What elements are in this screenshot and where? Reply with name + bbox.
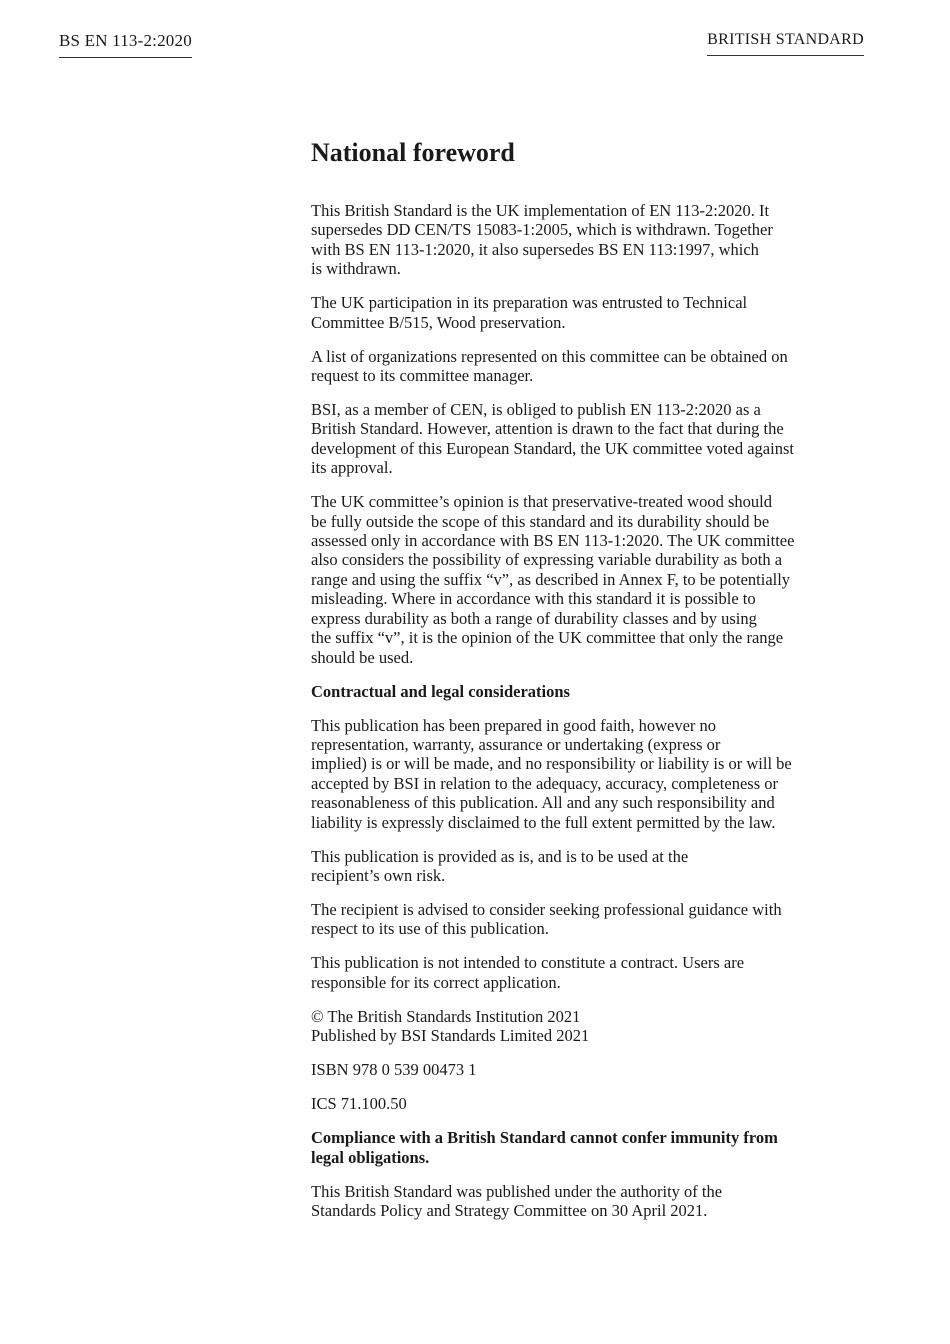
- text-line: BSI, as a member of CEN, is obliged to publish EN 113-2:2020 as a: [311, 400, 761, 420]
- legal-considerations-heading: Contractual and legal considerations: [311, 681, 570, 701]
- text-line: range and using the suffix “v”, as described in Annex F, to be potentially: [311, 569, 791, 589]
- text-line: assessed only in accordance with BS EN 113-1:2020. The UK committee: [311, 531, 795, 551]
- text-line: be fully outside the scope of this standard and its durability should be: [311, 511, 770, 531]
- text-line: request to its committee manager.: [311, 366, 534, 386]
- not-a-contract-paragraph: [311, 953, 866, 992]
- text-line: Compliance with a British Standard cannot confer immunity from: [311, 1128, 778, 1148]
- text-line: responsible for its correct application.: [311, 972, 561, 992]
- text-line: should be used.: [311, 647, 414, 667]
- text-line: is withdrawn.: [311, 259, 401, 279]
- text-line: © The British Standards Institution 2021: [311, 1006, 581, 1026]
- text-line: respect to its use of this publication.: [311, 919, 549, 939]
- text-line: implied) is or will be made, and no responsibility or liability is or will be: [311, 754, 792, 774]
- provided-as-is-paragraph: [311, 847, 866, 886]
- cen-obligation-paragraph: [311, 400, 866, 478]
- text-line: misleading. Where in accordance with this standard it is possible to: [311, 589, 756, 609]
- text-line: The recipient is advised to consider seeking professional guidance with: [311, 899, 782, 919]
- text-line: also considers the possibility of expressing variable durability as both a: [311, 550, 783, 570]
- page-title: National foreword: [311, 138, 515, 167]
- committee-opinion-paragraph: [311, 492, 866, 667]
- text-line: A list of organizations represented on this committee can be obtained on: [311, 346, 788, 366]
- text-line: This publication is not intended to constitute a contract. Users are: [311, 953, 745, 973]
- organizations-paragraph: [311, 347, 866, 386]
- text-line: supersedes DD CEN/TS 15083-1:2005, which is withdrawn. Together: [311, 220, 773, 240]
- text-line: representation, warranty, assurance or undertaking (express or: [311, 734, 721, 754]
- text-line: the suffix “v”, it is the opinion of the UK committee that only the range: [311, 628, 784, 648]
- ics-code: ICS 71.100.50: [311, 1094, 407, 1114]
- isbn-number: ISBN 978 0 539 00473 1: [311, 1060, 477, 1080]
- implementation-paragraph: [311, 201, 866, 279]
- text-line: reasonableness of this publication. All and any such responsibility and: [311, 793, 775, 813]
- text-line: express durability as both a range of durability classes and by using: [311, 608, 757, 628]
- text-line: accepted by BSI in relation to the adequacy, accuracy, completeness or: [311, 773, 778, 793]
- text-line: This British Standard was published under the authority of the: [311, 1181, 723, 1201]
- text-line: This publication has been prepared in good faith, however no: [311, 715, 717, 735]
- document-id-header: BS EN 113-2:2020: [59, 31, 192, 58]
- text-line: This British Standard is the UK implementation of EN 113-2:2020. It: [311, 201, 770, 220]
- text-line: legal obligations.: [311, 1147, 430, 1167]
- text-line: The UK participation in its preparation was entrusted to Technical: [311, 293, 748, 313]
- committee-paragraph: [311, 293, 866, 332]
- compliance-statement: [311, 1128, 866, 1167]
- foreword-content: [311, 138, 866, 1235]
- text-line: its approval.: [311, 458, 393, 478]
- text-line: recipient’s own risk.: [311, 865, 446, 885]
- text-line: This publication is provided as is, and is to be used at the: [311, 846, 689, 866]
- text-line: The UK committee’s opinion is that preservative-treated wood should: [311, 492, 772, 512]
- text-line: Standards Policy and Strategy Committee on 30 April 2021.: [311, 1200, 708, 1220]
- text-line: development of this European Standard, the UK committee voted against: [311, 438, 794, 458]
- copyright-notice: [311, 1007, 866, 1046]
- professional-guidance-paragraph: [311, 900, 866, 939]
- text-line: Committee B/515, Wood preservation.: [311, 312, 566, 332]
- text-line: with BS EN 113-1:2020, it also supersedes BS EN 113:1997, which: [311, 239, 759, 259]
- text-line: British Standard. However, attention is drawn to the fact that during the: [311, 419, 784, 439]
- authority-statement: [311, 1182, 866, 1221]
- text-line: liability is expressly disclaimed to the full extent permitted by the law.: [311, 812, 776, 832]
- series-header: BRITISH STANDARD: [707, 31, 864, 56]
- good-faith-paragraph: [311, 716, 866, 832]
- text-line: Published by BSI Standards Limited 2021: [311, 1026, 590, 1046]
